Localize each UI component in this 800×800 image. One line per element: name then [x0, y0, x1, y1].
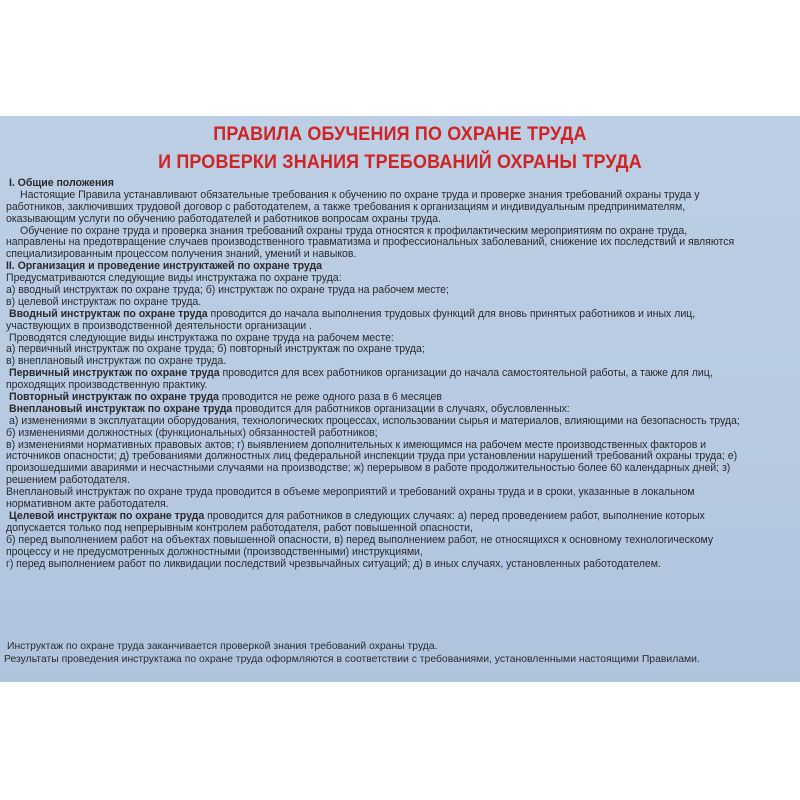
- section-1-paragraph-line: Настоящие Правила устанавливают обязательные требования к обучению по охране труда и проверке знания требований охраны труда у: [20, 188, 700, 201]
- section-1-paragraph-line: Обучение по охране труда и проверка знания требований охраны труда относятся к профилактическим мероприятиям по охране труда,: [20, 224, 688, 237]
- briefing-types-line: а) вводный инструктаж по охране труда; б) инструктаж по охране труда на рабочем месте;: [6, 284, 449, 297]
- section-1-paragraph-line: направлены на предотвращение случаев производственного травматизма и профессиональных заболеваний, снижение их последствий и являются: [6, 236, 735, 249]
- repeat-briefing-term: Повторный инструктаж по охране труда: [9, 391, 219, 404]
- footer-line-1: Инструктаж по охране труда заканчивается проверкой знания требований охраны труда.: [7, 641, 438, 652]
- poster-footer: [4, 640, 796, 666]
- primary-briefing-cont: проходящих производственную практику.: [6, 379, 208, 392]
- unscheduled-briefing-line: источников опасности; д) требованиями должностных лиц федеральной инспекции труда при установлении нарушений требований охраны труда; е): [6, 450, 738, 463]
- section-1-paragraph-line: работников, заключивших трудовой договор с работодателем, а также требования к организациям и индивидуальным предпринимателям,: [6, 200, 686, 213]
- unscheduled-briefing-line: произошедшими авариями и несчастными случаями на производстве; ж) перерывом в работе продолжительностью более 60 календарных дней; з): [6, 462, 731, 475]
- introductory-briefing: [6, 309, 796, 321]
- primary-briefing-term: Первичный инструктаж по охране труда: [9, 367, 220, 380]
- section-2-heading: II. Организация и проведение инструктажей по охране труда: [6, 260, 323, 273]
- unscheduled-briefing-text: проводится для работников организации в случаях, обусловленных:: [232, 402, 570, 415]
- targeted-briefing-line: процессу и не предусмотренных должностными (производственными) инструкциями,: [6, 545, 423, 558]
- section-1-paragraph-line: оказывающим услуги по обучению работодателей и работников вопросам охраны труда.: [6, 212, 441, 225]
- targeted-briefing-line: допускается только под непрерывным контролем работодателя, работ повышенной опасности,: [6, 521, 473, 534]
- unscheduled-briefing-line: б) изменениями должностных (функциональных) обязанностей работников;: [6, 426, 378, 439]
- poster-body: [6, 178, 796, 570]
- briefing-types-line: в) целевой инструктаж по охране труда.: [6, 295, 202, 308]
- unscheduled-briefing-line: Внеплановый инструктаж по охране труда проводится в объеме мероприятий и требований охраны труда и в сроки, указанные в локальном: [6, 486, 695, 499]
- unscheduled-briefing-line: в) изменениями нормативных правовых актов; г) выявлением дополнительных к имеющимся на рабочем месте производственных факторов и: [6, 438, 707, 451]
- unscheduled-briefing-line: а) изменениями в эксплуатации оборудования, технологических процессах, использовании сырья и материалов, влияющими на безопасность труда;: [9, 414, 740, 427]
- workplace-briefing-types: в) внеплановый инструктаж по охране труда.: [6, 355, 227, 368]
- unscheduled-briefing-line: нормативном акте работодателя.: [6, 498, 169, 511]
- poster-title: [32, 116, 768, 176]
- safety-rules-poster: [0, 116, 800, 682]
- targeted-briefing-text: проводится для работников в следующих случаях: а) перед проведением работ, выполнение которых: [204, 509, 705, 522]
- primary-briefing-text: проводится для всех работников организации до начала самостоятельной работы, а также для лиц,: [219, 367, 713, 380]
- workplace-briefing-intro: Проводятся следующие виды инструктажа по охране труда на рабочем месте:: [9, 331, 394, 344]
- poster-title-line-2: И ПРОВЕРКИ ЗНАНИЯ ТРЕБОВАНИЙ ОХРАНЫ ТРУДА: [158, 151, 642, 173]
- targeted-briefing-term: Целевой инструктаж по охране труда: [9, 509, 205, 522]
- unscheduled-briefing-line: решением работодателя.: [6, 474, 130, 487]
- targeted-briefing-line: б) перед выполнением работ на объектах повышенной опасности, в) перед выполнением работ, не относящихся к основному технологическому: [6, 533, 714, 546]
- unscheduled-briefing-term: Внеплановый инструктаж по охране труда: [9, 402, 233, 415]
- section-1-heading: I. Общие положения: [9, 177, 114, 189]
- targeted-briefing-line: г) перед выполнением работ по ликвидации последствий чрезвычайных ситуаций; д) в иных случаях, установленных работодателем.: [6, 557, 661, 570]
- repeat-briefing-text: проводится не реже одного раза в 6 месяцев: [218, 391, 442, 404]
- poster-title-line-1: ПРАВИЛА ОБУЧЕНИЯ ПО ОХРАНЕ ТРУДА: [213, 123, 587, 145]
- introductory-briefing-text: проводится до начала выполнения трудовых функций для вновь принятых работников и иных лиц,: [207, 307, 696, 320]
- footer-line-2: Результаты проведения инструктажа по охране труда оформляются в соответствии с требованиями, установленными настоящими Правилами.: [4, 654, 700, 665]
- introductory-briefing-cont: участвующих в производственной деятельности организации .: [6, 319, 312, 332]
- introductory-briefing-term: Вводный инструктаж по охране труда: [9, 307, 208, 320]
- workplace-briefing-types: а) первичный инструктаж по охране труда; б) повторный инструктаж по охране труда;: [6, 343, 425, 356]
- section-2-intro: Предусматриваются следующие виды инструктажа по охране труда:: [6, 272, 342, 285]
- section-1-paragraph-line: специализированным процессом получения знаний, умений и навыков.: [6, 248, 357, 261]
